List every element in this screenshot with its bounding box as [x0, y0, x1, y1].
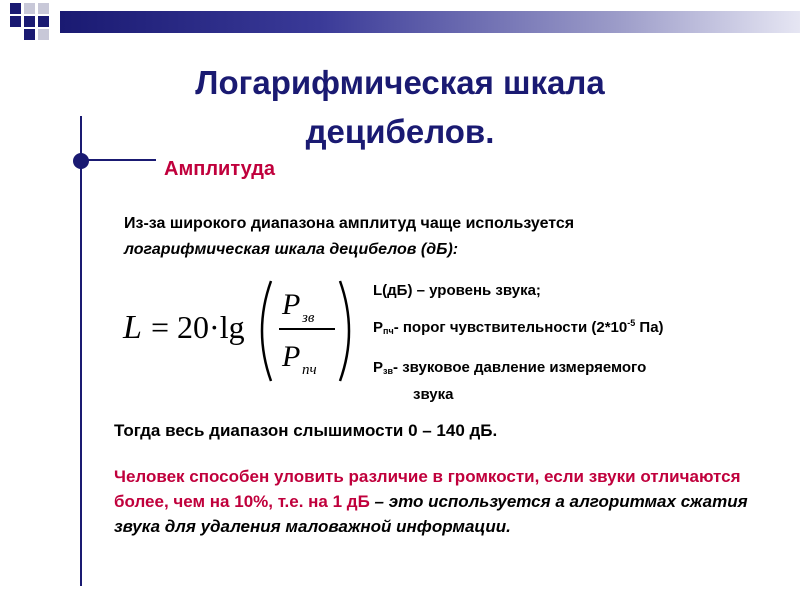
conclusion-italic: это используется а алгоритмах сжатия звука для удаления маловажной информации. — [114, 492, 748, 536]
definition-pressure-text2: звука — [413, 386, 454, 403]
symbol-p: P — [373, 319, 384, 336]
section-subheading: Амплитуда — [164, 158, 276, 180]
hearing-range-text: Тогда весь диапазон слышимости 0 – 140 дБ. — [114, 421, 498, 440]
decorative-square — [10, 3, 21, 14]
right-paren — [340, 281, 349, 381]
numerator-sub: зв — [302, 310, 315, 326]
decorative-square — [24, 29, 35, 40]
definition-threshold-tail: Па) — [635, 319, 664, 336]
conclusion-dash: – — [369, 492, 389, 511]
decorative-square — [10, 16, 21, 27]
definition-level — [373, 282, 541, 299]
denominator-sub: пч — [302, 362, 317, 378]
decibel-formula — [121, 276, 361, 386]
decorative-square — [24, 16, 35, 27]
horizontal-rule — [82, 159, 156, 161]
decorative-square — [38, 16, 49, 27]
left-paren — [262, 281, 271, 381]
denominator-main: P — [282, 340, 301, 373]
definition-pressure — [373, 359, 646, 376]
decorative-square — [24, 3, 35, 14]
intro-text — [124, 211, 764, 263]
decorative-square — [38, 3, 49, 14]
definition-threshold-text: - порог чувствительности (2*10 — [393, 319, 628, 336]
definition-level-text: L(дБ) – уровень звука; — [373, 282, 541, 299]
symbol-sub: пч — [383, 326, 394, 336]
slide-title: Логарифмическая шкала децибелов. — [195, 64, 605, 150]
numerator-main: P — [282, 288, 301, 321]
conclusion-text — [114, 464, 754, 539]
header-gradient-bar — [60, 11, 800, 33]
definition-threshold — [373, 318, 664, 336]
formula-eq: = 20·lg — [151, 309, 245, 345]
conclusion-red: Человек способен уловить различие в громкости, если звуки отличаются более, чем на 10%, т.е. на 1 дБ — [114, 467, 741, 511]
vertical-rule — [80, 116, 82, 586]
definition-pressure-text: - звуковое давление измеряемого — [393, 359, 647, 376]
formula-lhs: L — [123, 309, 142, 346]
intro-italic: логарифмическая шкала децибелов (дБ): — [124, 241, 459, 258]
symbol-sub: зв — [383, 366, 394, 376]
definition-pressure-cont — [373, 386, 454, 403]
decorative-square — [38, 29, 49, 40]
intro-plain: Из-за широкого диапазона амплитуд чаще используется — [124, 215, 575, 232]
bullet-dot — [73, 153, 89, 169]
symbol-p: P — [373, 359, 384, 376]
exponent: -5 — [627, 318, 636, 328]
